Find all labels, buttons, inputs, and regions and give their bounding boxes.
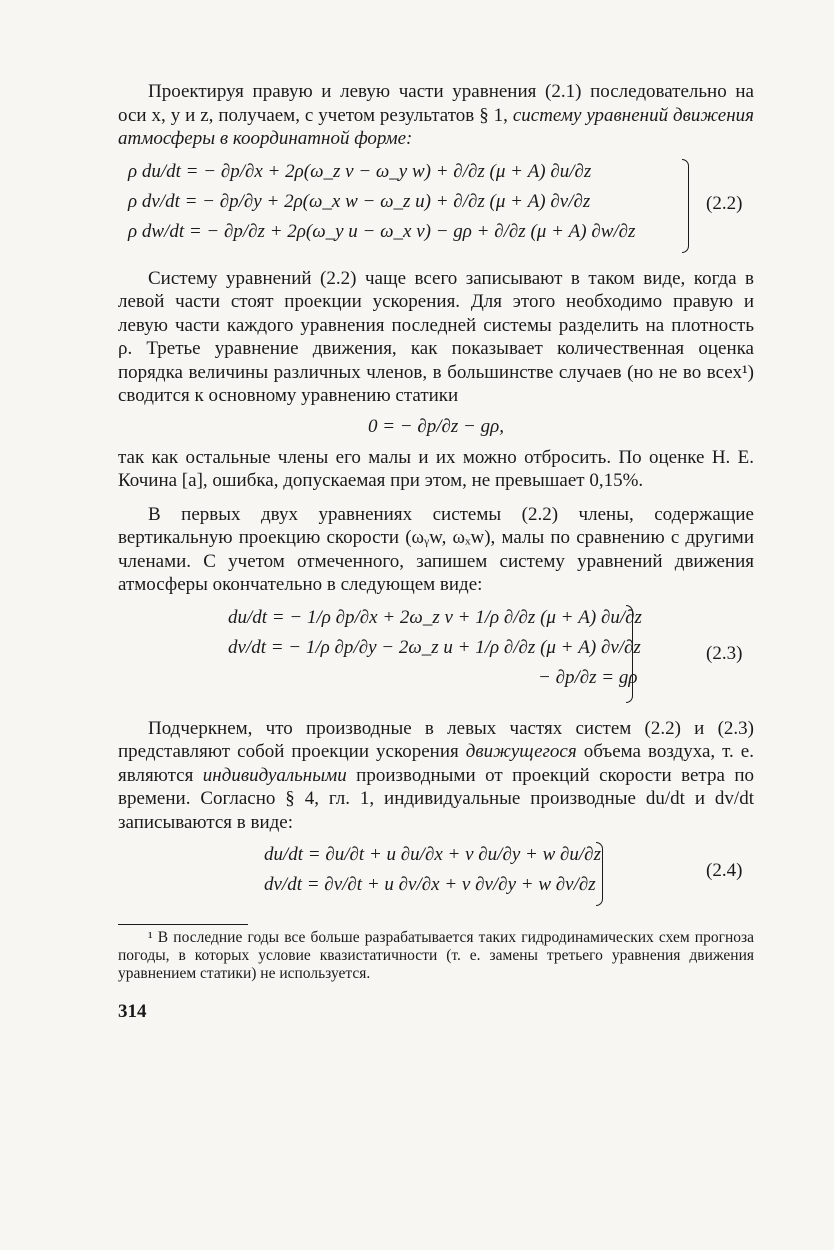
page-body (118, 80, 754, 1023)
equation-line: ρ du/dt = − ∂p/∂x + 2ρ(ω_z v − ω_y w) + ∂/∂z (μ + A) ∂u/∂z (128, 160, 592, 182)
equation-line: ρ dw/dt = − ∂p/∂z + 2ρ(ω_y u − ω_x v) − gρ + ∂/∂z (μ + A) ∂w/∂z (128, 220, 636, 242)
equation-number: (2.2) (706, 192, 743, 214)
equation-number: (2.3) (706, 642, 743, 664)
footnote-rule (118, 924, 248, 925)
paragraph-5 (118, 717, 754, 835)
equation-line: ρ dv/dt = − ∂p/∂y + 2ρ(ω_x w − ω_z u) + ∂/∂z (μ + A) ∂v/∂z (128, 190, 591, 212)
equation-brace (626, 605, 633, 703)
equation-system-2-4 (118, 840, 754, 910)
paragraph-5-text-a: Подчеркнем, что производные в левых частях систем (2.2) и (2.3) представляют собой проекции ускорения (118, 717, 754, 762)
equation-number: (2.4) (706, 860, 743, 881)
paragraph-1-text: Проектируя правую и левую части уравнения (2.1) последовательно на оси x, y и z, получаем, с учетом результатов § 1, (118, 81, 754, 126)
equation-brace (596, 842, 603, 906)
equation-brace (682, 159, 689, 253)
statics-equation: 0 = − ∂p/∂z − gρ, (367, 415, 505, 437)
equation-line: du/dt = ∂u/∂t + u ∂u/∂x + v ∂u/∂y + w ∂u/∂z (264, 844, 601, 865)
paragraph-5-italic-a: движущегося (465, 741, 577, 762)
equation-system-2-2 (118, 157, 754, 257)
equation-line: du/dt = − 1/ρ ∂p/∂x + 2ω_z v + 1/ρ ∂/∂z (μ + A) ∂u/∂z (228, 606, 642, 628)
paragraph-5-text-c: производными от проекций скорости ветра по времени. Согласно § 4, гл. 1, индивидуальные производные du/dt и dv/dt записываются в виде: (118, 764, 754, 833)
paragraph-2: Систему уравнений (2.2) чаще всего записывают в таком виде, когда в левой части стоят проекции ускорения. Для этого необходимо правую и левую части каждого уравнения последней системы разделить на плотность ρ. Третье уравнение движения, как показывает количественная оценка порядка величины различных членов, в большинстве случаев (но не во всех¹) сводится к основному уравнению статики (118, 267, 754, 406)
equation-line: dv/dt = − 1/ρ ∂p/∂y − 2ω_z u + 1/ρ ∂/∂z (μ + A) ∂v/∂z (228, 636, 641, 658)
page-number: 314 (118, 1001, 147, 1022)
paragraph-3: так как остальные члены его малы и их можно отбросить. По оценке Н. Е. Кочина [а], ошибка, допускаемая при этом, не превышает 0,15%. (118, 446, 754, 491)
paragraph-4: В первых двух уравнениях системы (2.2) члены, содержащие вертикальную проекцию скорости (ωᵧw, ωₓw), малы по сравнению с другими членами. С учетом отмеченного, запишем систему уравнений движения атмосферы окончательно в следующем виде: (118, 503, 754, 595)
paragraph-1 (118, 80, 754, 151)
paragraph-5-italic-b: индивидуальными (202, 764, 347, 786)
footnote: ¹ В последние годы все больше разрабатывается таких гидродинамических схем прогноза погоды, в которых условие квазистатичности (т. е. замены третьего уравнения движения уравнением статики) не используется. (118, 929, 754, 982)
equation-line: dv/dt = ∂v/∂t + u ∂v/∂x + v ∂v/∂y + w ∂v/∂z (264, 874, 596, 895)
equation-line: − ∂p/∂z = gρ (538, 666, 638, 688)
equation-system-2-3 (118, 603, 754, 707)
paragraph-1-italic: систему уравнений движения атмосферы в координатной форме: (118, 104, 754, 149)
paragraph-5-text-b: объема воздуха, т. е. являются (118, 741, 754, 786)
